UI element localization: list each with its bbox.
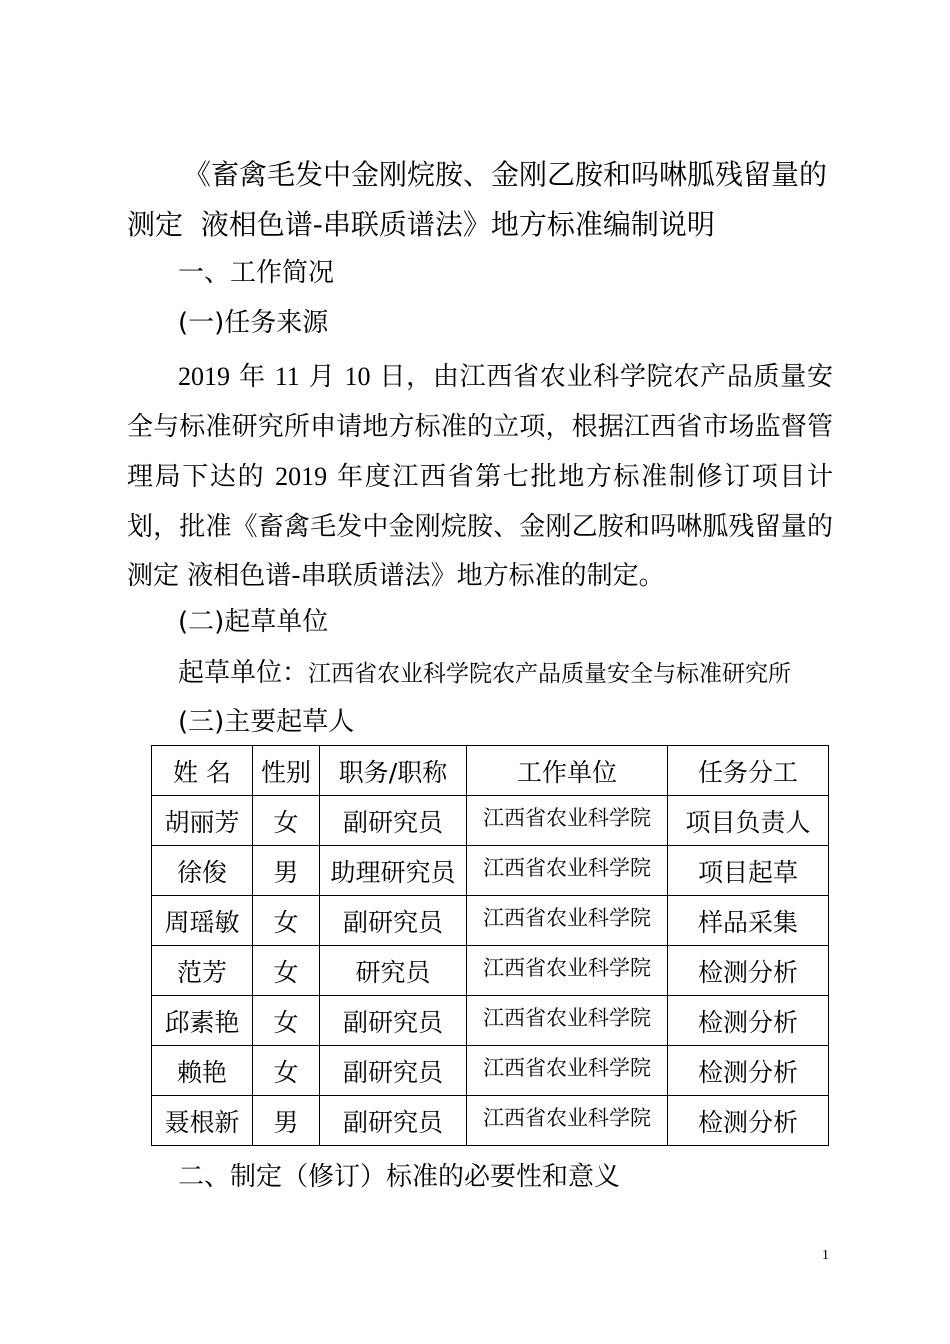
- header-task: 任务分工: [668, 746, 829, 796]
- table-row: [152, 1046, 829, 1096]
- table-row: [152, 946, 829, 996]
- cell-work-unit: 江西省农业科学院: [467, 996, 668, 1046]
- table-row: [152, 1096, 829, 1146]
- drafting-unit-line: [178, 653, 791, 694]
- cell-gender: 女: [253, 996, 320, 1046]
- cell-title: 副研究员: [320, 1096, 467, 1146]
- cell-gender: 女: [253, 1046, 320, 1096]
- table-row: [152, 896, 829, 946]
- cell-name: 徐俊: [152, 846, 253, 896]
- document-title: [127, 150, 839, 250]
- cell-task: 检测分析: [668, 996, 829, 1046]
- page-number: 1: [822, 1248, 829, 1263]
- cell-work-unit: 江西省农业科学院: [467, 1046, 668, 1096]
- title-line-1: 《畜禽毛发中金刚烷胺、金刚乙胺和吗啉胍残留量的: [183, 158, 828, 191]
- cell-gender: 女: [253, 946, 320, 996]
- cell-title: 副研究员: [320, 996, 467, 1046]
- cell-name: 赖艳: [152, 1046, 253, 1096]
- drafters-table: [151, 745, 829, 1146]
- cell-task: 检测分析: [668, 1096, 829, 1146]
- cell-task: 项目起草: [668, 846, 829, 896]
- cell-task: 样品采集: [668, 896, 829, 946]
- cell-title: 研究员: [320, 946, 467, 996]
- task-year: 2019: [178, 362, 230, 391]
- cell-gender: 男: [253, 1096, 320, 1146]
- cell-gender: 男: [253, 846, 320, 896]
- cell-name: 胡丽芳: [152, 796, 253, 846]
- plan-year: 2019: [275, 462, 328, 491]
- title-line-2: 测定 液相色谱-串联质谱法》地方标准编制说明: [127, 208, 715, 241]
- cell-work-unit: 江西省农业科学院: [467, 1096, 668, 1146]
- task-month: 11: [274, 362, 300, 391]
- cell-task: 检测分析: [668, 1046, 829, 1096]
- cell-task: 项目负责人: [668, 796, 829, 846]
- header-gender: 性别: [253, 746, 320, 796]
- table-row: [152, 846, 829, 896]
- task-text-1: 年: [230, 362, 275, 392]
- section-2-heading: 二、制定（修订）标准的必要性和意义: [178, 1162, 621, 1192]
- task-source-paragraph: [127, 352, 833, 602]
- table-row: [152, 996, 829, 1046]
- drafting-unit-value: 江西省农业科学院农产品质量安全与标准研究所: [308, 661, 792, 687]
- cell-work-unit: 江西省农业科学院: [467, 846, 668, 896]
- cell-task: 检测分析: [668, 946, 829, 996]
- cell-name: 聂根新: [152, 1096, 253, 1146]
- header-name: 姓 名: [152, 746, 253, 796]
- task-text-2: 月: [299, 362, 345, 392]
- cell-work-unit: 江西省农业科学院: [467, 946, 668, 996]
- task-text-3: 日，由江西省农业科学院农产品质量安全与标准研究所申请地方标准的立项，根据江西省市场监督管理局下达的: [127, 362, 834, 492]
- cell-work-unit: 江西省农业科学院: [467, 896, 668, 946]
- subsection-task-source-heading: (一)任务来源: [178, 308, 329, 338]
- cell-title: 副研究员: [320, 896, 467, 946]
- section-1-heading: 一、工作简况: [178, 258, 335, 288]
- header-work-unit: 工作单位: [467, 746, 668, 796]
- cell-name: 范芳: [152, 946, 253, 996]
- cell-name: 邱素艳: [152, 996, 253, 1046]
- cell-name: 周瑶敏: [152, 896, 253, 946]
- cell-title: 副研究员: [320, 1046, 467, 1096]
- task-day: 10: [344, 362, 371, 391]
- task-text-4: 年度江西省第七批地方标准制修订项目计划，批准《畜禽毛发中金刚烷胺、金刚乙胺和吗啉胍残留量的测定 液相色谱-串联质谱法》地方标准的制定。: [127, 462, 834, 591]
- table-row: [152, 796, 829, 846]
- cell-title: 副研究员: [320, 796, 467, 846]
- subsection-drafters-heading: (三)主要起草人: [178, 707, 355, 737]
- header-title: 职务/职称: [320, 746, 467, 796]
- cell-gender: 女: [253, 896, 320, 946]
- drafting-unit-label: 起草单位：: [178, 658, 309, 688]
- table-header-row: [152, 746, 829, 796]
- cell-work-unit: 江西省农业科学院: [467, 796, 668, 846]
- subsection-drafting-unit-heading: (二)起草单位: [178, 607, 329, 637]
- cell-title: 助理研究员: [320, 846, 467, 896]
- cell-gender: 女: [253, 796, 320, 846]
